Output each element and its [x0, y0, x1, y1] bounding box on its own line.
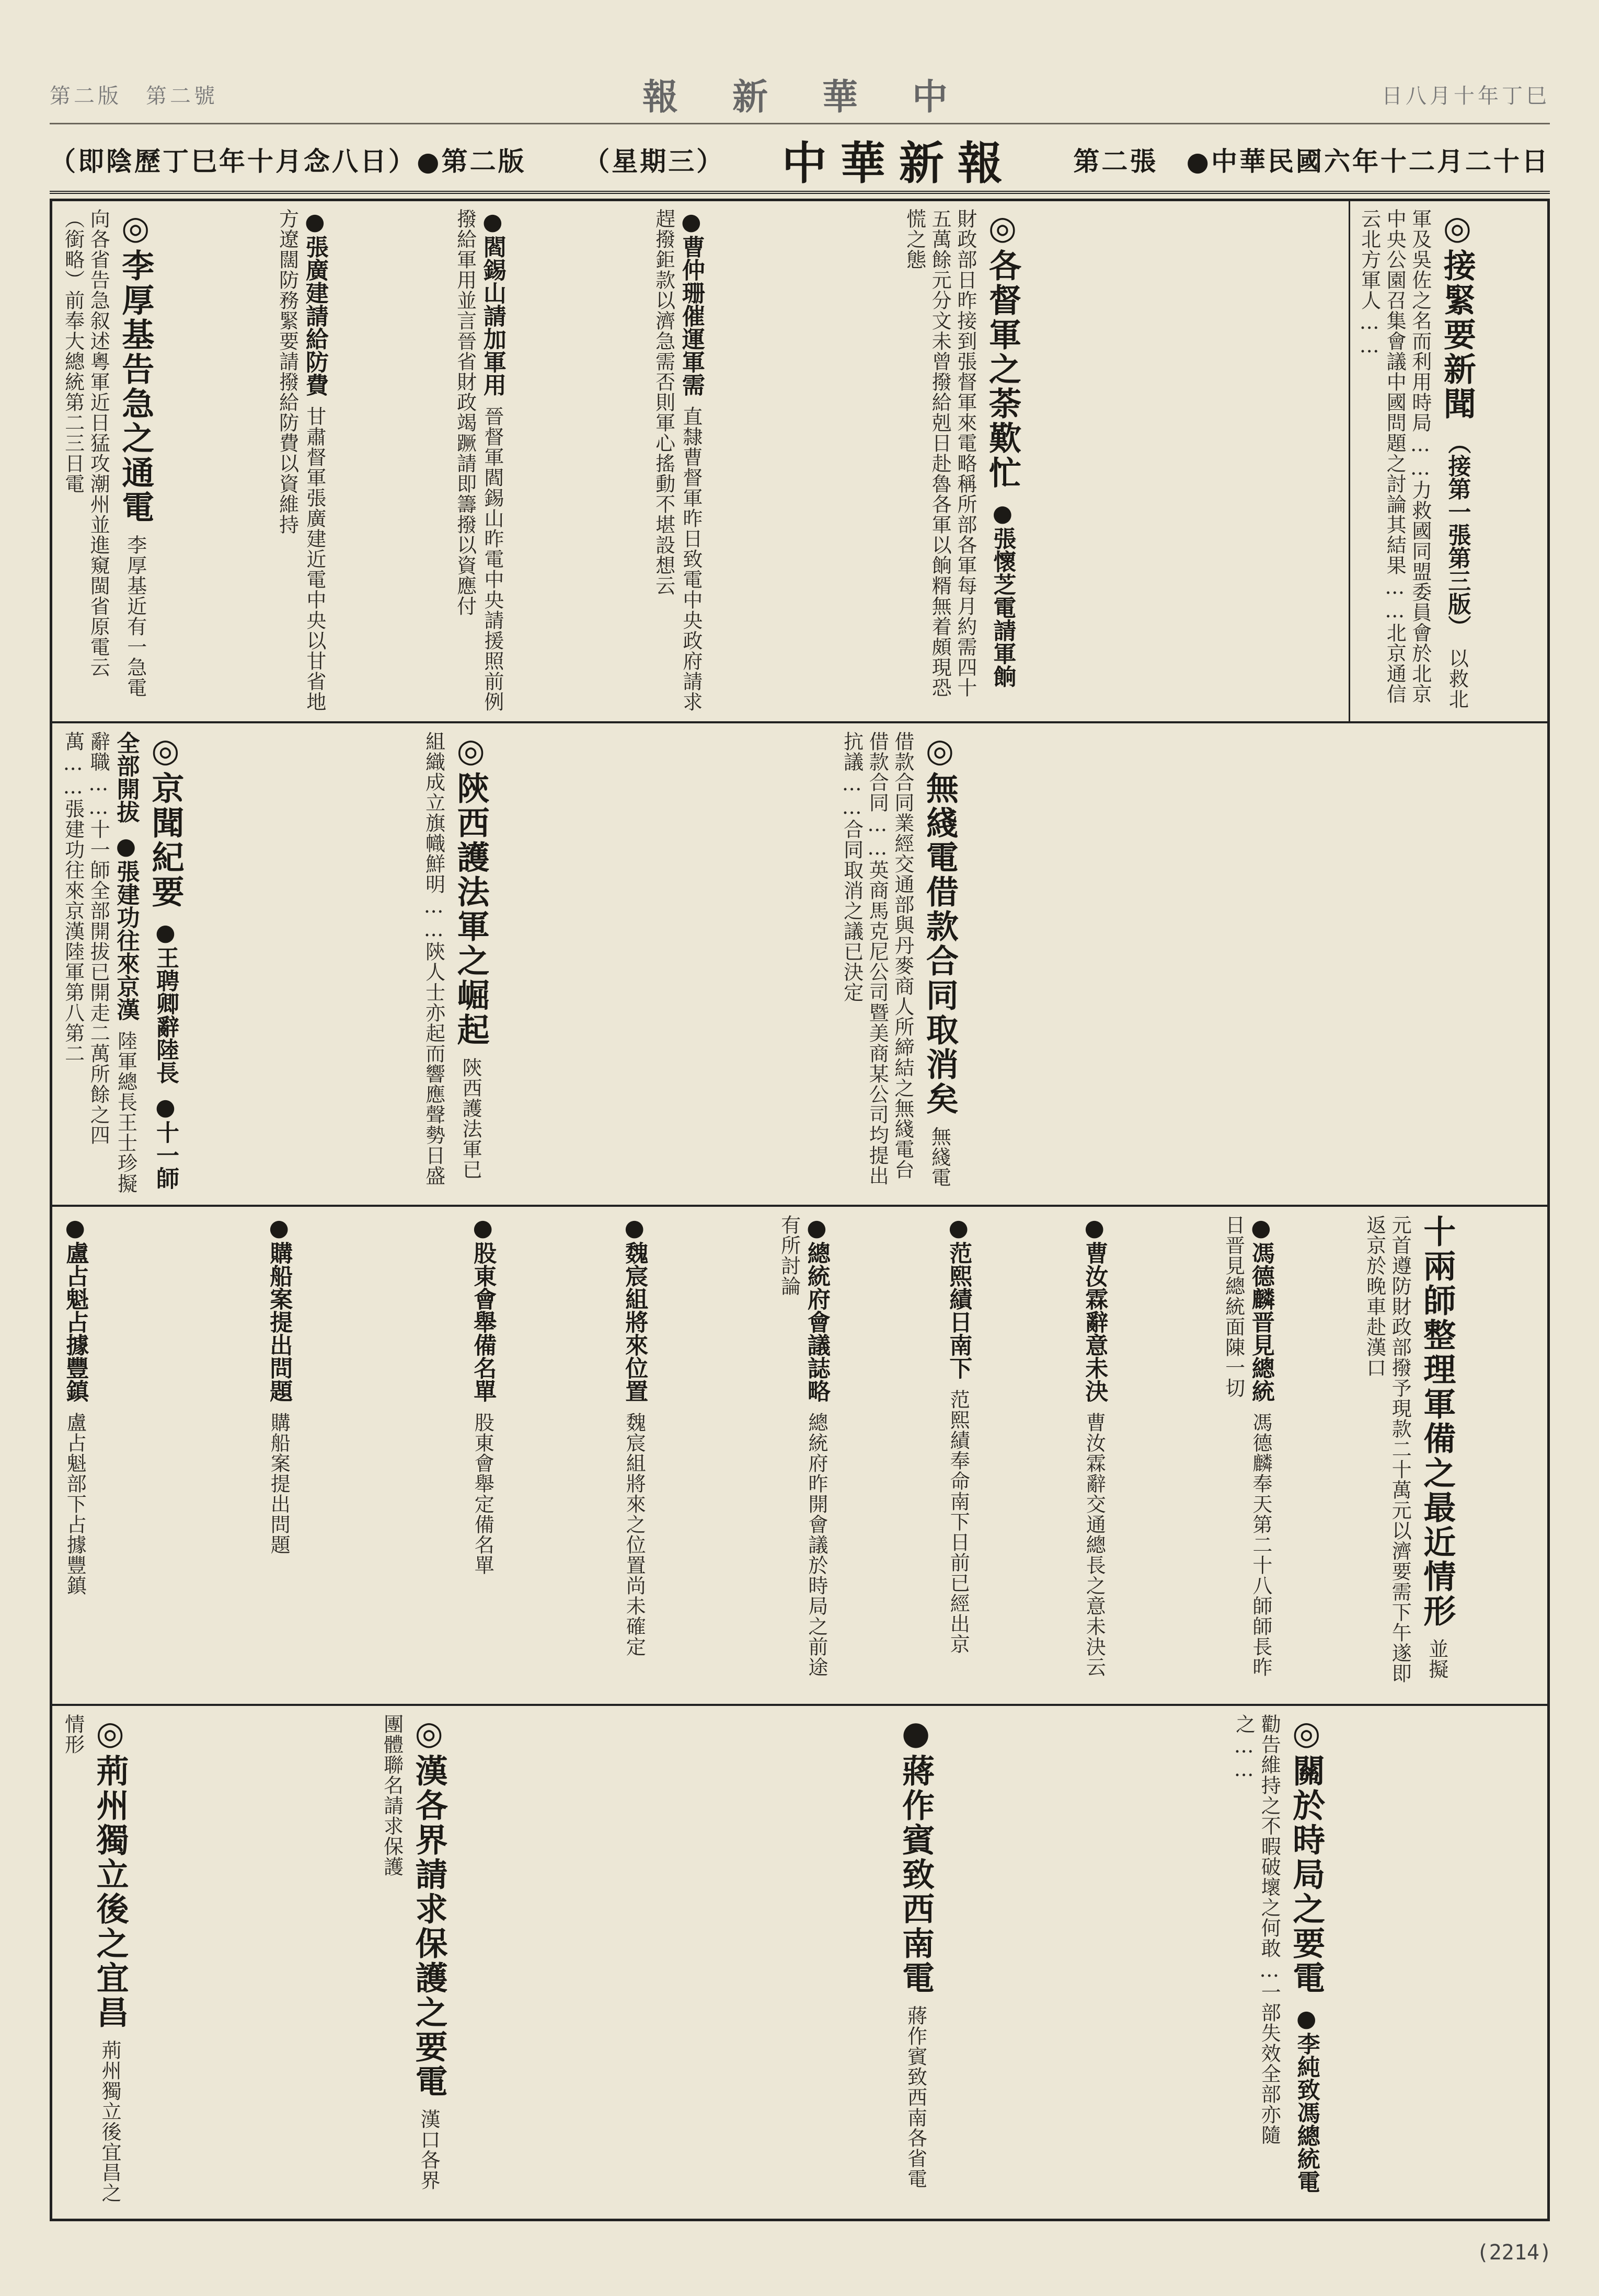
article-body: 蔣作賓致西南各省電 — [904, 2005, 927, 2189]
subhead: ●張廣建請給防費 — [301, 209, 328, 396]
column-rule — [1349, 201, 1350, 721]
article-feng-delin — [1215, 1207, 1351, 1704]
headline: ◎關於時局之要電 — [1287, 1714, 1326, 1995]
article-zhang-guangjian — [269, 201, 442, 721]
article-body: 魏宸組將來之位置尚未確定 — [623, 1412, 646, 1657]
headline: ●蔣作賓致西南電 — [896, 1714, 935, 1995]
article-ship-purchase — [259, 1207, 457, 1704]
ghost-right: 日八月十年丁巳 — [1381, 84, 1550, 108]
article-body: 以救北軍及吳佐之名而利用時局……力救國同盟委員會於北京中央公園召集會議中國問題之討論其結果……北京通信云北方軍人…… — [1358, 209, 1469, 709]
article-hankou-protection — [374, 1706, 881, 2216]
masthead — [50, 128, 1550, 194]
subhead: ●股東會舉備名單 — [469, 1215, 497, 1402]
subhead: ●曹汝霖辭意未決 — [1081, 1215, 1108, 1402]
article-li-houji — [55, 201, 264, 721]
article-body: 馮德麟奉天第二十八師師長昨日晋見總統面陳一切 — [1222, 1215, 1272, 1677]
article-cao-supplies — [646, 201, 891, 721]
headline: ◎李厚基告急之通電 — [116, 209, 155, 525]
article-shaanxi-army — [416, 724, 829, 1205]
article-urgent-telegrams — [1226, 1706, 1597, 2216]
headline: ◎接緊要新聞 — [1438, 209, 1477, 421]
headline: 十兩師整理軍備之最近情形 — [1418, 1215, 1456, 1629]
subhead: ●魏宸組將來位置 — [621, 1215, 648, 1402]
subhead: ●馮德麟晋見總統 — [1247, 1215, 1274, 1402]
middle-band — [50, 724, 1550, 1205]
article-body: 總統府昨開會議於時局之前途有所討論 — [777, 1215, 828, 1677]
masthead-right-date: （即陰歷丁巳年十月念八日）●第二版 — [50, 146, 526, 177]
item-1: ●王聘卿辭陸長 — [152, 919, 179, 1084]
article-wireless-loan — [834, 724, 1597, 1205]
article-body: 股東會舉定備名單 — [471, 1412, 494, 1575]
lower-band — [50, 1207, 1550, 1704]
article-fan-xiji — [938, 1207, 1069, 1704]
headline: ◎各督軍之荼歎忙 — [983, 209, 1022, 490]
top-band — [50, 201, 1550, 721]
article-body: 並擬元首遵防財政部撥予現款二十萬元以濟要需下午遂即返京於晚車赴漢口 — [1363, 1215, 1448, 1683]
article-body: 陝西護法軍已組織成立旗幟鮮明……陝人士亦起而響應聲勢日盛 — [422, 731, 482, 1186]
previous-page-ghost-header — [50, 65, 1550, 124]
article-body: 盧占魁部下占據豐鎮 — [63, 1412, 87, 1596]
article-jiang-zuobin — [886, 1706, 1221, 2216]
headline: ◎陝西護法軍之崛起 — [452, 731, 490, 1047]
subhead: ●范熙績日南下 — [945, 1215, 972, 1379]
article-governors-busy — [896, 201, 1346, 721]
article-wei-chenzu — [614, 1207, 766, 1704]
article-body: 曹汝霖辭交通總長之意未決云 — [1083, 1412, 1106, 1677]
masthead-left-date: 第二張 ●中華民國六年十二月二十日 — [1073, 146, 1550, 177]
subhead: ●李純致馮總統電 — [1293, 2005, 1320, 2193]
headline: ◎漢各界請求保護之要電 — [410, 1714, 448, 2099]
item-3: ●張建功往來京漢 — [112, 833, 140, 1021]
subhead: ●閻錫山請加軍用 — [479, 209, 506, 396]
article-yichang — [55, 1706, 369, 2216]
article-body: 范熙績奉命南下日前已經出京 — [947, 1389, 970, 1654]
article-body: 財政部日昨接到張督軍來電略稱所部各軍每月約需四十五萬餘元分文未曾撥給剋日赴魯各軍以餉糈無着頗現恐慌之態 — [903, 209, 977, 698]
headline: ◎荊州獨立後之宜昌 — [91, 1714, 130, 2030]
article-body: 荊州獨立後宜昌之情形 — [61, 1714, 122, 2203]
band-separator — [50, 721, 1550, 723]
masthead-weekday: （星期三） — [583, 146, 725, 177]
article-capital-news — [55, 724, 410, 1205]
subhead: ●盧占魁占據豐鎮 — [62, 1215, 89, 1402]
band-separator — [50, 1205, 1550, 1207]
article-body: 李厚基近有一急電向各省告急叙述粵軍近日猛攻潮州並進窺閩省原電云（銜略）前奉大總統第二三日電 — [61, 209, 147, 698]
article-body: 漢口各界團體聯名請求保護 — [380, 1714, 441, 2190]
bottom-band — [50, 1706, 1550, 2216]
article-cao-rulin — [1074, 1207, 1210, 1704]
article-shareholders — [463, 1207, 609, 1704]
newspaper-title: 中華新報 — [781, 137, 1016, 190]
headline: ◎京聞紀要 — [146, 731, 185, 909]
article-urgent-news — [1351, 201, 1597, 721]
article-body: 無綫電借款合同業經交通部與丹麥商人所締結之無綫電台借款合同……英商馬克尼公司暨美商某公司均提出抗議……合同取消之議已決定 — [840, 731, 951, 1187]
article-body: 直隸曹督軍昨日致電中央政府請求趕撥鉅款以濟急需否則軍心搖動不堪設想云 — [652, 209, 703, 712]
article-presidential-meeting — [771, 1207, 933, 1704]
article-body: 勸告維持之不暇破壞之何敢…一部失效全部亦隨之…… — [1232, 1714, 1281, 2145]
ghost-left: 第二版 第二號 — [50, 84, 218, 108]
subhead: ●曹仲珊催運軍需 — [677, 209, 705, 396]
article-body: 陸軍總長王士珍擬辭職……十一師全部開拔已開走二萬所餘之四萬……張建功往來京漢陸軍第八第二 — [61, 731, 137, 1194]
article-yan-xishan — [447, 201, 640, 721]
article-body: 晉督軍閻錫山昨電中央請援照前例撥給軍用並言晉省財政竭蹶請即籌撥以資應付 — [453, 209, 504, 712]
subhead: ●張懷芝電請軍餉 — [989, 500, 1016, 688]
headline: ◎無綫電借款合同取消矣 — [921, 731, 959, 1116]
ghost-title: 報 新 華 中 — [642, 76, 957, 118]
band-separator — [50, 1704, 1550, 1706]
article-lu-zhankui — [55, 1207, 254, 1704]
subhead: ●購船案提出問題 — [266, 1215, 293, 1402]
subhead: ●總統府會議誌略 — [803, 1215, 830, 1402]
item-2: ●十一師全部開拔 — [112, 731, 179, 1190]
page-number: (2214) — [1476, 2241, 1552, 2265]
subhead: （接第一張第三版） — [1444, 431, 1471, 638]
article-body: 購船案提出問題 — [267, 1412, 291, 1555]
article-body: 甘肅督軍張廣建近電中央以甘省地方遼闊防務緊要請撥給防費以資維持 — [275, 209, 326, 712]
article-two-divisions — [1356, 1207, 1597, 1704]
